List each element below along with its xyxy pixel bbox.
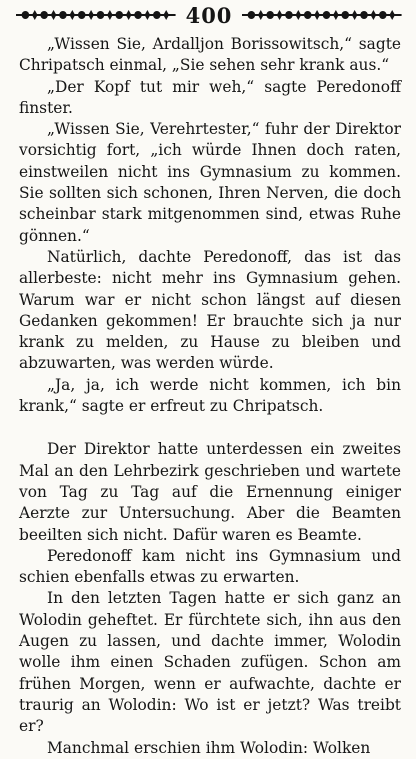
- page-header: [16, 2, 402, 28]
- paragraph: „Wissen Sie, Ardalljon Borissowitsch,“ sagte Chripatsch einmal, „Sie sehen sehr krank aus.“: [19, 35, 401, 75]
- paragraph: Peredonoff kam nicht ins Gymnasium und schien ebenfalls etwas zu erwarten.: [19, 546, 401, 587]
- paragraph: „Ja, ja, ich werde nicht kommen, ich bin krank,“ sagte er erfreut zu Chripatsch.: [19, 375, 401, 416]
- paragraph: Manchmal erschien ihm Wolodin: Wolken: [47, 738, 371, 757]
- paragraph: Der Direktor hatte unterdessen ein zweites Mal an den Lehrbezirk geschrieben und wartete von Tag zu Tag auf die Ernennung einiger Aerzte zur Untersuchung. Aber die Beamten beeilten sich nicht. Dafür waren es Beamte.: [19, 440, 401, 544]
- paragraph: Natürlich, dachte Peredonoff, das ist das allerbeste: nicht mehr ins Gymnasium gehen. Warum war er nicht schon längst auf diesen Gedanken gekommen! Er brauchte sich ja nur krank zu melden, zu Hause zu bleiben und abzuwarten, was werden würde.: [19, 247, 401, 373]
- paragraph: „Der Kopf tut mir weh,“ sagte Peredonoff finster.: [19, 77, 401, 117]
- paragraph: In den letzten Tagen hatte er sich ganz an Wolodin geheftet. Er fürchtete sich, ihn aus den Augen zu lassen, und dachte immer, Wolodin wolle ihm einen Schaden zufügen. Schon am frühen Morgen, wenn er aufwachte, dachte er traurig an Wolodin: Wo ist er jetzt? Was treibt er?: [19, 589, 401, 736]
- page-number: 400: [185, 2, 233, 28]
- paragraph: „Wissen Sie, Verehrtester,“ fuhr der Direktor vorsichtig fort, „ich würde Ihnen doch raten, einstweilen nicht ins Gymnasium zu kommen. Sie sollten sich schonen, Ihren Nerven, die doch scheinbar stark mitgenommen sind, etwas Ruhe gönnen.“: [19, 120, 401, 245]
- page-body: [19, 34, 401, 759]
- header-ornament-right: [242, 8, 402, 22]
- header-ornament-left: [16, 8, 176, 22]
